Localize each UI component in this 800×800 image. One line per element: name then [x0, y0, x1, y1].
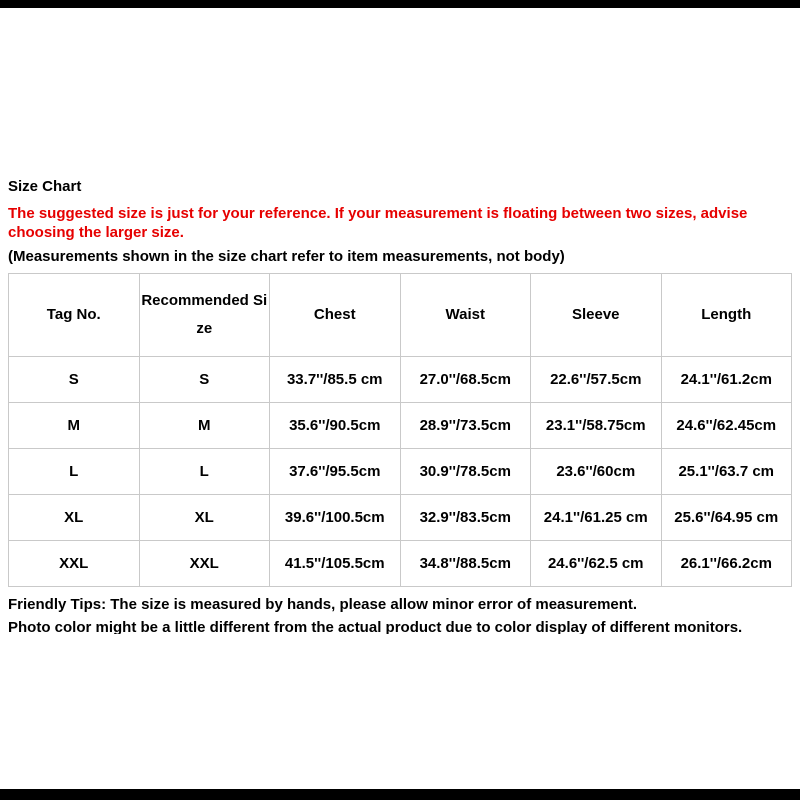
table-row-size-m	[9, 403, 792, 449]
table-cell-recommended: L	[139, 449, 270, 495]
measurement-note: (Measurements shown in the size chart refer to item measurements, not body)	[8, 248, 565, 265]
table-row-size-xl	[9, 495, 792, 541]
table-header-row	[9, 274, 792, 357]
table-cell-sleeve: 24.6''/62.5 cm	[531, 541, 662, 587]
table-cell-length: 24.1''/61.2cm	[661, 357, 792, 403]
column-header-recommended-size	[139, 274, 270, 357]
table-cell-recommended: S	[139, 357, 270, 403]
table-cell-tag: M	[9, 403, 140, 449]
column-header-tag-no	[9, 274, 140, 357]
column-header-label: Chest	[313, 306, 356, 323]
table-cell-chest: 37.6''/95.5cm	[270, 449, 401, 495]
table-cell-recommended: M	[139, 403, 270, 449]
table-cell-sleeve: 23.1''/58.75cm	[531, 403, 662, 449]
table-cell-length: 25.6''/64.95 cm	[661, 495, 792, 541]
table-cell-tag: L	[9, 449, 140, 495]
table-cell-chest: 33.7''/85.5 cm	[270, 357, 401, 403]
column-header-label: Recommended Size	[141, 292, 268, 337]
table-cell-waist: 34.8''/88.5cm	[400, 541, 531, 587]
table-cell-length: 25.1''/63.7 cm	[661, 449, 792, 495]
friendly-tips-measurement: Friendly Tips: The size is measured by hands, please allow minor error of measurement.	[8, 596, 638, 613]
table-cell-length: 26.1''/66.2cm	[661, 541, 792, 587]
table-cell-chest: 41.5''/105.5cm	[270, 541, 401, 587]
table-cell-tag: XXL	[9, 541, 140, 587]
table-cell-waist: 28.9''/73.5cm	[400, 403, 531, 449]
column-header-label: Tag No.	[46, 306, 101, 323]
table-cell-waist: 32.9''/83.5cm	[400, 495, 531, 541]
size-chart-table	[8, 273, 792, 587]
table-cell-sleeve: 23.6''/60cm	[531, 449, 662, 495]
column-header-label: Sleeve	[571, 306, 620, 323]
table-cell-recommended: XL	[139, 495, 270, 541]
size-suggestion-warning: The suggested size is just for your reference. If your measurement is floating between two sizes, advise choosing the larger size.	[8, 205, 748, 241]
column-header-sleeve	[531, 274, 662, 357]
table-row-size-l	[9, 449, 792, 495]
column-header-length	[661, 274, 792, 357]
size-chart-content	[8, 8, 792, 634]
table-cell-length: 24.6''/62.45cm	[661, 403, 792, 449]
top-letterbox-bar	[0, 0, 800, 8]
table-cell-sleeve: 24.1''/61.25 cm	[531, 495, 662, 541]
page-title: Size Chart	[8, 178, 82, 195]
table-cell-tag: XL	[9, 495, 140, 541]
table-cell-sleeve: 22.6''/57.5cm	[531, 357, 662, 403]
bottom-letterbox-bar	[0, 789, 800, 800]
table-cell-waist: 27.0''/68.5cm	[400, 357, 531, 403]
table-row-size-xxl	[9, 541, 792, 587]
column-header-chest	[270, 274, 401, 357]
table-row-size-s	[9, 357, 792, 403]
table-cell-tag: S	[9, 357, 140, 403]
table-cell-chest: 39.6''/100.5cm	[270, 495, 401, 541]
table-cell-waist: 30.9''/78.5cm	[400, 449, 531, 495]
friendly-tips-color: Photo color might be a little different from the actual product due to color display of different monitors.	[8, 619, 743, 634]
table-cell-chest: 35.6''/90.5cm	[270, 403, 401, 449]
column-header-label: Length	[701, 306, 752, 323]
column-header-label: Waist	[445, 306, 485, 323]
column-header-waist	[400, 274, 531, 357]
table-cell-recommended: XXL	[139, 541, 270, 587]
